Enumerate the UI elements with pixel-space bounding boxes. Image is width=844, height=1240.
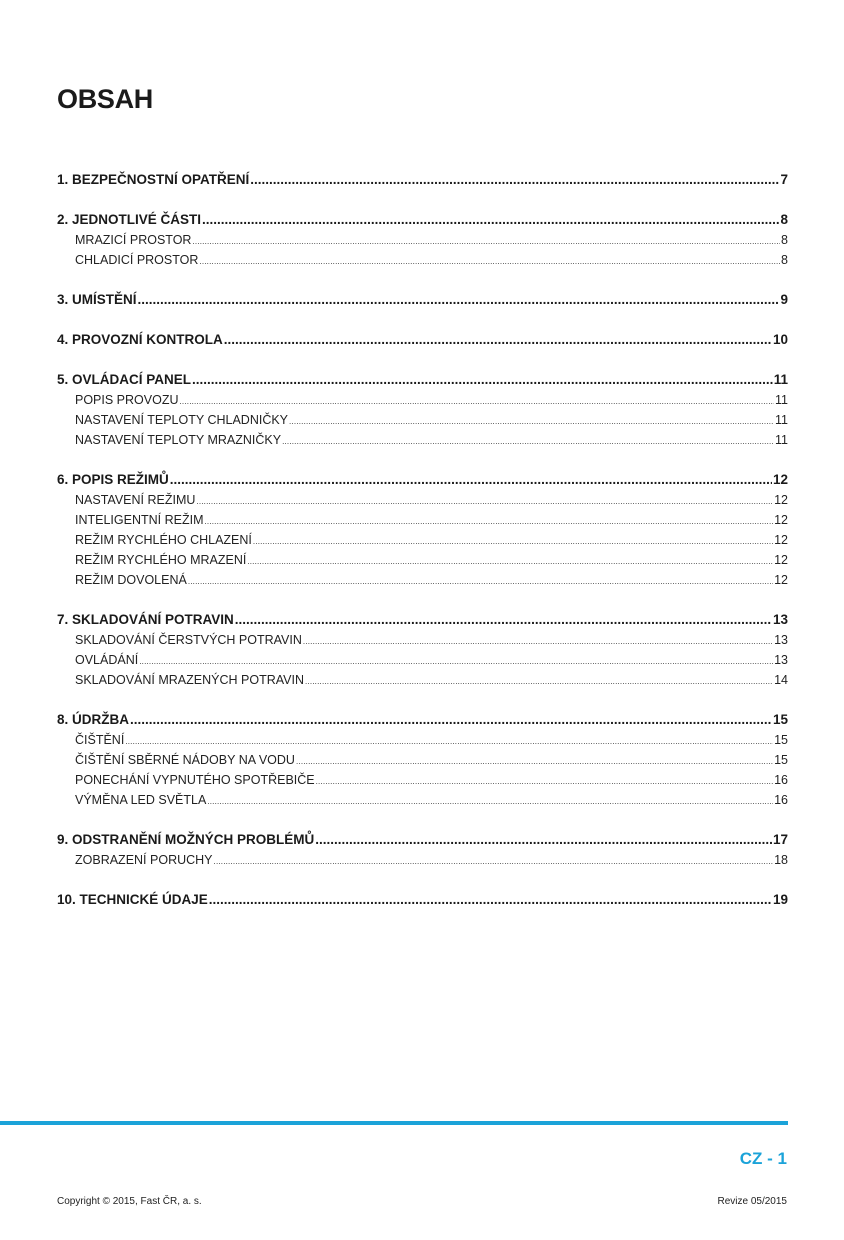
toc-section [57,710,788,810]
toc-heading-label: 10. TECHNICKÉ ÚDAJE [57,892,208,907]
dot-leader [250,170,779,190]
toc-entry-page: 14 [774,673,788,687]
toc-heading[interactable] [57,370,788,390]
toc-heading-page: 11 [773,372,788,387]
toc-entry-label: POPIS PROVOZU [75,393,179,407]
toc-heading-label: 4. PROVOZNÍ KONTROLA [57,332,223,347]
toc-heading-label: 5. OVLÁDACÍ PANEL [57,372,192,387]
dot-leader [296,752,773,770]
dot-leader [130,710,772,730]
copyright-text: Copyright © 2015, Fast ČR, a. s. [57,1196,202,1207]
page-title: OBSAH [57,84,154,114]
dot-leader [247,552,773,570]
toc-heading-page: 7 [780,172,788,187]
dot-leader [289,412,774,430]
toc-section [57,470,788,590]
dot-leader [192,232,780,250]
toc-heading[interactable] [57,330,788,350]
toc-heading-page: 17 [772,832,788,847]
dot-leader [316,772,773,790]
dot-leader [253,532,773,550]
toc-heading-page: 8 [780,212,788,227]
toc-section [57,830,788,870]
toc-entry-page: 11 [775,413,788,427]
toc-entry-label: NASTAVENÍ REŽIMU [75,493,196,507]
toc-entry-page: 16 [774,793,788,807]
toc-entry[interactable] [57,850,788,870]
toc-section [57,210,788,270]
toc-heading[interactable] [57,290,788,310]
toc-heading-label: 2. JEDNOTLIVÉ ČÁSTI [57,212,202,227]
toc-section [57,610,788,690]
toc-entry[interactable] [57,770,788,790]
toc-entry-label: ČIŠTĚNÍ SBĚRNÉ NÁDOBY NA VODU [75,753,295,767]
dot-leader [305,672,773,690]
toc-entry-page: 12 [774,553,788,567]
toc-heading-page: 12 [772,472,788,487]
dot-leader [209,890,772,910]
dot-leader [214,852,774,870]
toc-entry-page: 15 [774,753,788,767]
toc-heading[interactable] [57,890,788,910]
toc-entry-label: REŽIM RYCHLÉHO MRAZENÍ [75,553,247,567]
toc-entry[interactable] [57,490,788,510]
dot-leader [224,330,772,350]
dot-leader [196,492,773,510]
toc-entry-page: 12 [774,513,788,527]
toc-entry-page: 11 [775,393,788,407]
toc-entry-page: 13 [774,633,788,647]
toc-entry-label: NASTAVENÍ TEPLOTY MRAZNIČKY [75,433,282,447]
dot-leader [188,572,773,590]
toc-heading-page: 19 [772,892,788,907]
toc-entry[interactable] [57,630,788,650]
page-number: CZ - 1 [739,1149,787,1168]
dot-leader [315,830,772,850]
toc-heading[interactable] [57,830,788,850]
toc-entry[interactable] [57,790,788,810]
toc-entry[interactable] [57,510,788,530]
footer-divider [0,1121,788,1125]
toc-section [57,890,788,910]
toc-entry[interactable] [57,530,788,550]
toc-heading-label: 9. ODSTRANĚNÍ MOŽNÝCH PROBLÉMŮ [57,832,315,847]
dot-leader [192,370,773,390]
toc-entry-page: 13 [774,653,788,667]
toc-heading-label: 3. UMÍSTĚNÍ [57,292,137,307]
toc-entry-page: 11 [775,433,788,447]
toc-entry-page: 8 [781,253,788,267]
dot-leader [202,210,779,230]
toc-entry-page: 15 [774,733,788,747]
toc-heading-page: 13 [772,612,788,627]
dot-leader [282,432,774,450]
toc-section [57,330,788,350]
toc-entry[interactable] [57,650,788,670]
toc-entry-page: 8 [781,233,788,247]
dot-leader [139,652,773,670]
toc-entry-label: REŽIM DOVOLENÁ [75,573,187,587]
toc-entry-label: INTELIGENTNÍ REŽIM [75,513,204,527]
toc-heading-label: 7. SKLADOVÁNÍ POTRAVIN [57,612,234,627]
toc-entry[interactable] [57,230,788,250]
dot-leader [207,792,773,810]
toc-section [57,370,788,450]
toc-entry[interactable] [57,410,788,430]
toc-heading-label: 6. POPIS REŽIMŮ [57,472,169,487]
toc-entry-label: REŽIM RYCHLÉHO CHLAZENÍ [75,533,252,547]
toc-heading[interactable] [57,210,788,230]
toc-entry-page: 18 [774,853,788,867]
toc-entry-label: OVLÁDÁNÍ [75,653,139,667]
toc-heading[interactable] [57,470,788,490]
toc-entry-page: 12 [774,493,788,507]
toc-entry-label: MRAZICÍ PROSTOR [75,233,192,247]
toc-heading-page: 9 [780,292,788,307]
revision-text: Revize 05/2015 [717,1196,787,1207]
toc-entry-label: ZOBRAZENÍ PORUCHY [75,853,213,867]
table-of-contents [57,170,788,930]
toc-section [57,290,788,310]
toc-entry-label: PONECHÁNÍ VYPNUTÉHO SPOTŘEBIČE [75,773,315,787]
dot-leader [204,512,773,530]
toc-entry[interactable] [57,250,788,270]
toc-entry[interactable] [57,390,788,410]
dot-leader [138,290,780,310]
toc-entry-page: 16 [774,773,788,787]
dot-leader [303,632,773,650]
toc-entry[interactable] [57,430,788,450]
toc-heading-label: 8. ÚDRŽBA [57,712,130,727]
dot-leader [199,252,780,270]
toc-entry[interactable] [57,670,788,690]
dot-leader [235,610,772,630]
toc-entry[interactable] [57,550,788,570]
toc-entry[interactable] [57,570,788,590]
toc-entry-label: VÝMĚNA LED SVĚTLA [75,793,207,807]
dot-leader [180,392,775,410]
toc-entry-label: ČIŠTĚNÍ [75,733,125,747]
toc-heading-label: 1. BEZPEČNOSTNÍ OPATŘENÍ [57,172,250,187]
toc-heading-page: 10 [772,332,788,347]
dot-leader [125,732,773,750]
toc-heading[interactable] [57,170,788,190]
toc-entry-label: NASTAVENÍ TEPLOTY CHLADNIČKY [75,413,289,427]
toc-entry-page: 12 [774,573,788,587]
toc-entry[interactable] [57,730,788,750]
toc-section [57,170,788,190]
toc-heading[interactable] [57,710,788,730]
toc-entry-label: SKLADOVÁNÍ ČERSTVÝCH POTRAVIN [75,633,302,647]
toc-heading-page: 15 [772,712,788,727]
toc-entry[interactable] [57,750,788,770]
dot-leader [170,470,772,490]
toc-entry-page: 12 [774,533,788,547]
toc-heading[interactable] [57,610,788,630]
toc-entry-label: CHLADICÍ PROSTOR [75,253,199,267]
toc-entry-label: SKLADOVÁNÍ MRAZENÝCH POTRAVIN [75,673,304,687]
